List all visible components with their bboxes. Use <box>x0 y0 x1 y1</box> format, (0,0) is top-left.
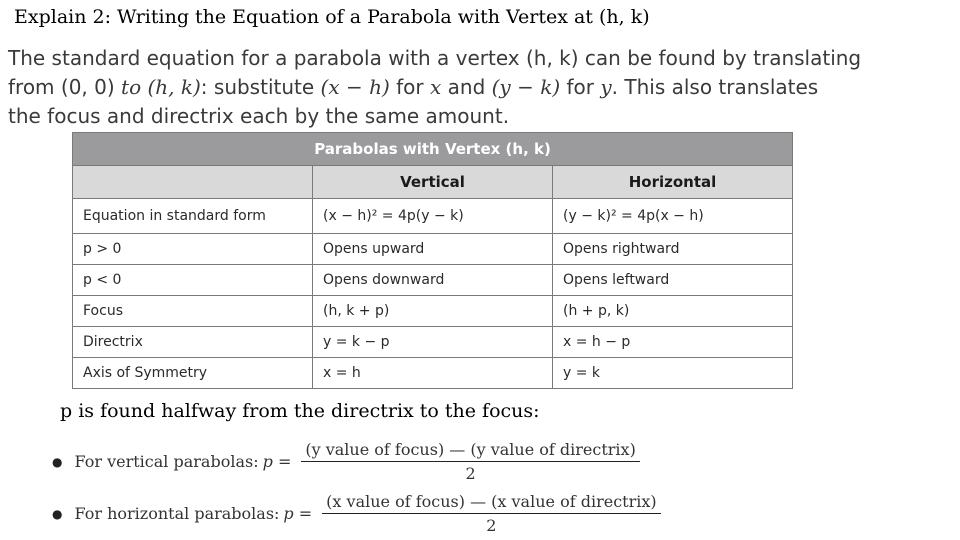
intro-text: : substitute <box>200 75 321 99</box>
bullet-horizontal <box>52 492 661 535</box>
intro-text: and <box>441 75 492 99</box>
intro-math: (x − h) <box>320 75 390 99</box>
formula-fraction <box>322 492 660 535</box>
table-cell-label: Directrix <box>73 327 313 358</box>
intro-text: for <box>389 75 430 99</box>
table-cell-vertical: Opens downward <box>313 265 553 296</box>
intro-text: . This also translates <box>611 75 819 99</box>
intro-line-2 <box>8 73 908 102</box>
table-cell-horizontal: x = h − p <box>553 327 793 358</box>
bullet-label: For vertical parabolas: <box>74 452 259 471</box>
table-cell-vertical: (x − h)² = 4p(y − k) <box>313 199 553 234</box>
bullet-label: For horizontal parabolas: <box>74 504 280 523</box>
table-cell-vertical: (h, k + p) <box>313 296 553 327</box>
intro-math: y <box>600 75 612 99</box>
bullet-dot-icon: ● <box>52 454 63 469</box>
intro-line-3: the focus and directrix each by the same amount. <box>8 104 510 128</box>
table-row <box>73 296 793 327</box>
table-cell-horizontal: y = k <box>553 358 793 389</box>
formula-denominator: 2 <box>465 464 476 483</box>
table-header-vertical: Vertical <box>313 166 553 199</box>
formula-variable: p = <box>262 452 292 471</box>
table-cell-label: Axis of Symmetry <box>73 358 313 389</box>
table-cell-horizontal: Opens leftward <box>553 265 793 296</box>
formula-denominator: 2 <box>486 516 497 535</box>
table-cell-horizontal: Opens rightward <box>553 234 793 265</box>
page-title: Explain 2: Writing the Equation of a Parabola with Vertex at (h, k) <box>14 6 650 28</box>
table-cell-label: Focus <box>73 296 313 327</box>
table-caption: Parabolas with Vertex (h, k) <box>73 133 793 166</box>
table-row <box>73 327 793 358</box>
table-row <box>73 234 793 265</box>
intro-line-1: The standard equation for a parabola with a vertex (h, k) can be found by translating <box>8 46 862 70</box>
table-cell-vertical: Opens upward <box>313 234 553 265</box>
table-row <box>73 358 793 389</box>
table-row <box>73 199 793 234</box>
bullet-dot-icon: ● <box>52 506 63 521</box>
intro-math: (y − k) <box>491 75 561 99</box>
table-header-horizontal: Horizontal <box>553 166 793 199</box>
table-cell-horizontal: (h + p, k) <box>553 296 793 327</box>
table-cell-vertical: x = h <box>313 358 553 389</box>
table-cell-label: p < 0 <box>73 265 313 296</box>
intro-text: for <box>560 75 601 99</box>
intro-math: to (h, k) <box>121 75 201 99</box>
halfway-statement: p is found halfway from the directrix to the focus: <box>60 400 540 422</box>
table-cell-vertical: y = k − p <box>313 327 553 358</box>
intro-math: x <box>430 75 442 99</box>
formula-numerator: (y value of focus) — (y value of directrix) <box>301 440 639 462</box>
table-cell-label: p > 0 <box>73 234 313 265</box>
parabola-table <box>72 132 793 389</box>
table-cell-label: Equation in standard form <box>73 199 313 234</box>
formula-numerator: (x value of focus) — (x value of directrix) <box>322 492 660 514</box>
formula-fraction <box>301 440 639 483</box>
intro-text: from (0, 0) <box>8 75 122 99</box>
table-cell-horizontal: (y − k)² = 4p(x − h) <box>553 199 793 234</box>
bullet-vertical <box>52 440 640 483</box>
formula-variable: p = <box>283 504 313 523</box>
intro-paragraph <box>8 44 908 131</box>
table-row <box>73 265 793 296</box>
table-header-blank <box>73 166 313 199</box>
